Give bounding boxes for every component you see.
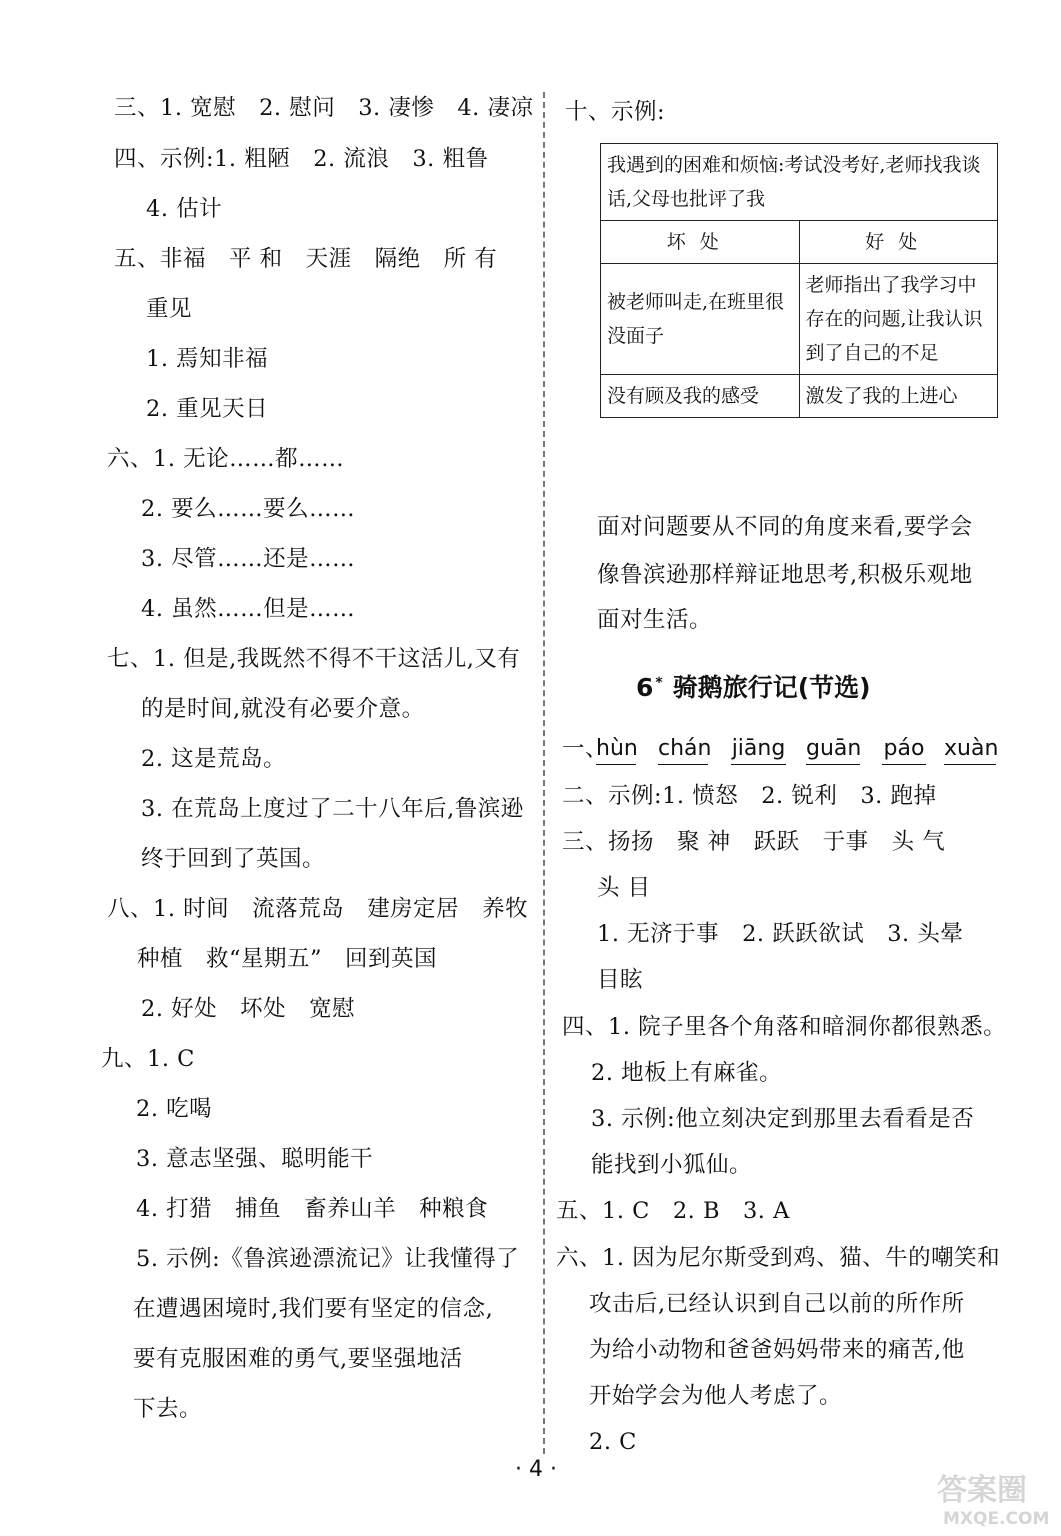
answer-3-1: 1. 无济于事 2. 跃跃欲试 3. 头晕 xyxy=(597,921,964,947)
answer-7-2: 2. 这是荒岛。 xyxy=(141,746,287,772)
answer-6-cont: 开始学会为他人考虑了。 xyxy=(589,1383,843,1409)
answer-6-2: 2. 要么……要么…… xyxy=(141,496,356,522)
answer-4: 四、1. 院子里各个角落和暗洞你都很熟悉。 xyxy=(562,1014,1007,1040)
answer-5-2: 2. 重见天日 xyxy=(146,396,269,422)
answer-3: 三、1. 宽慰 2. 慰问 3. 凄惨 4. 凄凉 xyxy=(114,95,534,121)
svg-text:答案圈: 答案圈 xyxy=(937,1473,1027,1508)
answer-9-4: 4. 打猎 捕鱼 畜养山羊 种粮食 xyxy=(136,1196,489,1222)
pinyin-blank: páo xyxy=(882,734,926,765)
answer-3-1-cont: 目眩 xyxy=(597,967,644,993)
answer-10-label: 十、示例: xyxy=(565,99,666,125)
page-number: · 4 · xyxy=(515,1457,557,1482)
answer-10-cont: 像鲁滨逊那样辩证地思考,积极乐观地 xyxy=(597,562,973,588)
answer-6-4: 4. 虽然……但是…… xyxy=(141,596,356,622)
answer-4-cont: 4. 估计 xyxy=(146,196,223,222)
lesson-mark: * xyxy=(655,674,663,691)
table-cell: 被老师叫走,在班里很没面子 xyxy=(601,264,800,375)
table-cell: 老师指出了我学习中存在的问题,让我认识到了自己的不足 xyxy=(799,264,998,375)
answer-5-cont: 重见 xyxy=(146,296,193,322)
answer-10-cont: 面对问题要从不同的角度来看,要学会 xyxy=(597,514,973,540)
lesson-title xyxy=(636,668,871,704)
pinyin-blank: chán xyxy=(658,734,708,765)
answer-4-3: 3. 示例:他立刻决定到那里去看看是否 xyxy=(591,1106,975,1132)
answer-6-cont: 为给小动物和爸爸妈妈带来的痛苦,他 xyxy=(589,1337,965,1363)
answer-8: 八、1. 时间 流落荒岛 建房定居 养牧 xyxy=(107,896,529,922)
answer-6: 六、1. 因为尼尔斯受到鸡、猫、牛的嘲笑和 xyxy=(556,1245,1001,1271)
watermark-logo xyxy=(935,1470,1053,1528)
table-header-cell: 我遇到的困难和烦恼:考试没考好,老师找我谈话,父母也批评了我 xyxy=(601,144,998,221)
answer-7-cont: 的是时间,就没有必要介意。 xyxy=(141,696,425,722)
column-divider xyxy=(543,92,545,1454)
answer-9-5-cont: 在遭遇困境时,我们要有坚定的信念, xyxy=(133,1296,494,1322)
answer-9-5-cont: 要有克服困难的勇气,要坚强地活 xyxy=(133,1346,463,1372)
answer-4: 四、示例:1. 粗陋 2. 流浪 3. 粗鲁 xyxy=(114,146,489,172)
table-col-bad: 坏处 xyxy=(601,221,800,264)
answer-5: 五、非福 平 和 天涯 隔绝 所 有 xyxy=(114,246,498,272)
answer-9-5: 5. 示例:《鲁滨逊漂流记》让我懂得了 xyxy=(136,1246,520,1272)
answer-3: 三、扬扬 聚 神 跃跃 于事 头 气 xyxy=(562,829,946,855)
answer-7: 七、1. 但是,我既然不得不干这活儿,又有 xyxy=(107,646,521,672)
pinyin-blank: jiāng xyxy=(731,734,786,765)
answer-9: 九、1. C xyxy=(101,1046,195,1072)
answer-4-2: 2. 地板上有麻雀。 xyxy=(591,1060,783,1086)
table-col-good: 好处 xyxy=(799,221,998,264)
answer-10-cont: 面对生活。 xyxy=(597,607,713,633)
answer-9-5-cont: 下去。 xyxy=(133,1396,203,1422)
answer-6-cont: 攻击后,已经认识到自己以前的所作所 xyxy=(589,1291,965,1317)
table-cell: 激发了我的上进心 xyxy=(799,375,998,418)
table-cell: 没有顾及我的感受 xyxy=(601,375,800,418)
answer-9-2: 2. 吃喝 xyxy=(136,1096,213,1122)
answer-2: 二、示例:1. 愤怒 2. 锐利 3. 跑掉 xyxy=(562,783,937,809)
answer-6: 六、1. 无论……都…… xyxy=(107,446,345,472)
pinyin-blank: hùn xyxy=(596,734,636,765)
pinyin-blank: xuàn xyxy=(944,734,996,765)
answer-10-table xyxy=(600,143,998,418)
pinyin-blank: guān xyxy=(806,734,860,765)
answer-1-label: 一、 xyxy=(562,736,609,762)
svg-text:MXQE.COM: MXQE.COM xyxy=(943,1509,1050,1528)
answer-6-3: 3. 尽管……还是…… xyxy=(141,546,356,572)
answer-6-2: 2. C xyxy=(589,1429,637,1455)
answer-7-3-cont: 终于回到了英国。 xyxy=(141,846,326,872)
answer-7-3: 3. 在荒岛上度过了二十八年后,鲁滨逊 xyxy=(141,796,524,822)
answer-8-cont: 种植 救“星期五” 回到英国 xyxy=(137,946,438,972)
answer-4-3-cont: 能找到小狐仙。 xyxy=(591,1152,753,1178)
answer-8-2: 2. 好处 坏处 宽慰 xyxy=(141,996,356,1022)
lesson-number: 6 xyxy=(636,673,654,702)
lesson-title-text: 骑鹅旅行记(节选) xyxy=(672,673,871,702)
answer-3-cont: 头 目 xyxy=(597,875,651,901)
answer-5-1: 1. 焉知非福 xyxy=(146,346,269,372)
answer-5: 五、1. C 2. B 3. A xyxy=(556,1198,790,1224)
answer-9-3: 3. 意志坚强、聪明能干 xyxy=(136,1146,374,1172)
